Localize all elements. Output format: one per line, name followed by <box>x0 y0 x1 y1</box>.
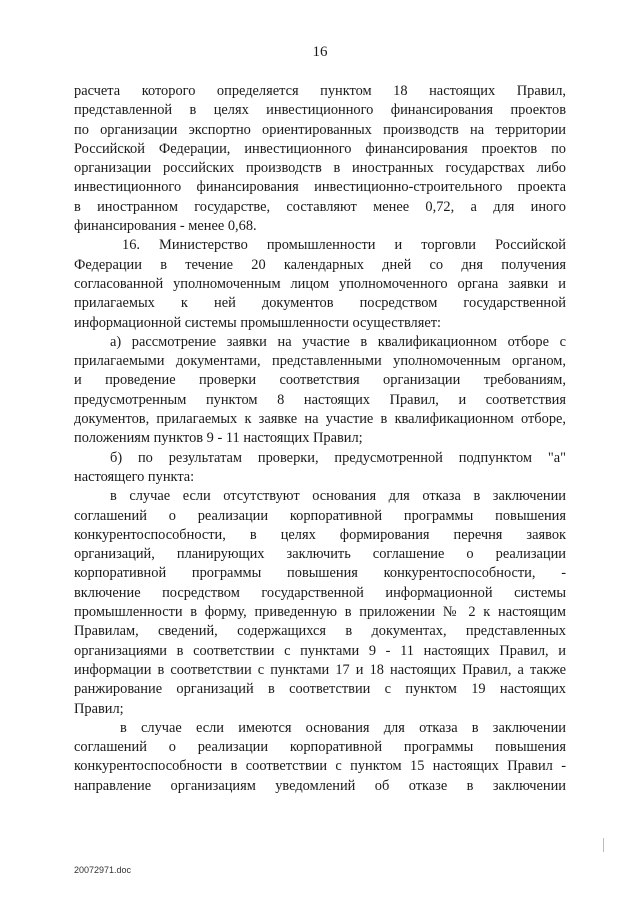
text-line: Российской Федерации, инвестиционного финансирования проектов по <box>74 140 566 157</box>
text-line: расчета которого определяется пунктом 18 настоящих Правил, <box>74 83 566 99</box>
text-line: соглашений о реализации корпоративной программы повышения <box>74 507 566 524</box>
text-line: 16. Министерство промышленности и торговли Российской <box>122 237 566 254</box>
text-line: настоящего пункта: <box>74 468 195 485</box>
text-line: документов, прилагаемых к заявке на участие в квалификационном отборе, <box>74 411 566 428</box>
text-line: в иностранном государстве, составляют менее 0,72, а для иного <box>74 198 566 215</box>
text-line: предусмотренным пунктом 8 настоящих Правил, и соответствия <box>74 391 566 408</box>
margin-mark <box>603 838 604 852</box>
text-line: организации российских производств в иностранных государствах либо <box>74 160 566 177</box>
text-line: в случае если отсутствуют основания для отказа в заключении <box>110 488 566 505</box>
text-line: организациями в соответствии с пунктами 9 - 11 настоящих Правил, и <box>74 642 566 659</box>
text-line: а) рассмотрение заявки на участие в квалификационном отборе с <box>110 333 566 350</box>
text-line: Федерации в течение 20 календарных дней со дня получения <box>74 256 566 273</box>
text-line: соглашений о реализации корпоративной программы повышения <box>74 739 566 756</box>
text-line: включение посредством государственной информационной системы <box>74 584 566 601</box>
text-line: прилагаемыми документами, представленными уполномоченным органом, <box>74 353 566 370</box>
text-line: представленной в целях инвестиционного финансирования проектов <box>74 102 566 119</box>
text-line: инвестиционного финансирования инвестиционно-строительного проекта <box>74 179 566 196</box>
page-number: 16 <box>312 44 328 60</box>
text-line: Правил; <box>74 700 124 717</box>
text-line: направление организациям уведомлений об отказе в заключении <box>74 777 566 794</box>
text-line: Правилам, сведений, содержащихся в документах, представленных <box>74 623 566 640</box>
document-body <box>74 82 566 796</box>
text-line: промышленности в форму, приведенную в приложении № 2 к настоящим <box>74 604 566 621</box>
text-line: по организации экспортно ориентированных производств на территории <box>74 121 566 138</box>
text-line: конкурентоспособности в соответствии с пунктом 15 настоящих Правил - <box>74 758 566 775</box>
text-line: ранжирование организаций в соответствии с пунктом 19 настоящих <box>74 681 566 698</box>
text-line: положениям пунктов 9 - 11 настоящих Правил; <box>74 430 363 447</box>
text-line: и проведение проверки соответствия организации требованиям, <box>74 372 566 389</box>
text-line: информации в соответствии с пунктами 17 и 18 настоящих Правил, а также <box>74 661 566 678</box>
text-line: финансирования - менее 0,68. <box>74 218 257 235</box>
document-filename: 20072971.doc <box>74 865 132 875</box>
text-line: организаций, планирующих заключить соглашение о реализации <box>74 546 566 563</box>
text-line: корпоративной программы повышения конкурентоспособности, - <box>74 565 566 582</box>
text-line: конкурентоспособности, в целях формирования перечня заявок <box>74 526 566 543</box>
text-line: согласованной уполномоченным лицом уполномоченного органа заявки и <box>74 275 566 292</box>
text-line: б) по результатам проверки, предусмотренной подпунктом "а" <box>110 449 566 466</box>
text-line: в случае если имеются основания для отказа в заключении <box>120 719 566 736</box>
text-line: прилагаемых к ней документов посредством государственной <box>74 295 566 312</box>
text-line: информационной системы промышленности осуществляет: <box>74 314 442 331</box>
